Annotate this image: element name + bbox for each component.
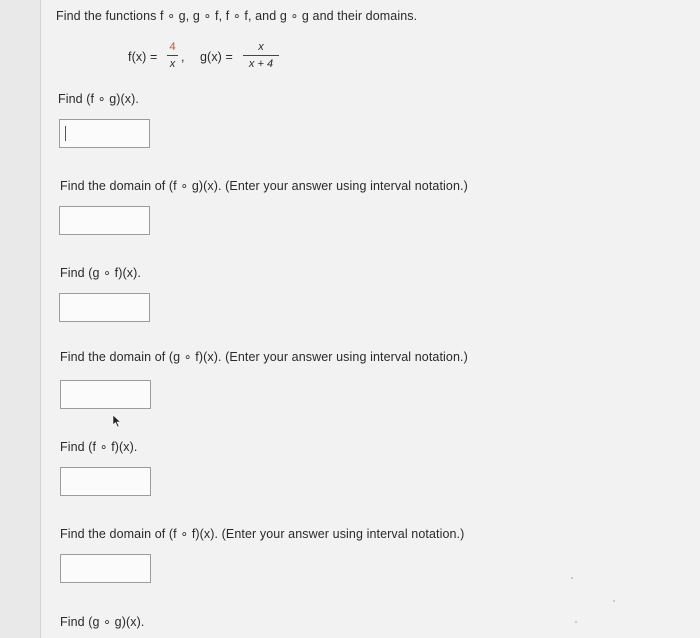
answer-input-g-of-f[interactable] (59, 293, 150, 322)
background-speck (575, 621, 577, 623)
question-prompt: Find (f ∘ f)(x). (60, 440, 138, 454)
question-prompt: Find (g ∘ g)(x). (60, 615, 145, 629)
answer-input-domain-g-of-f[interactable] (60, 380, 151, 409)
instruction-text: Find the functions f ∘ g, g ∘ f, f ∘ f, and g ∘ g and their domains. (56, 9, 418, 23)
g-fraction (243, 41, 279, 70)
question-prompt: Find the domain of (f ∘ f)(x). (Enter your answer using interval notation.) (60, 527, 465, 541)
background-speck (613, 600, 615, 602)
answer-input-f-of-g[interactable] (59, 119, 150, 148)
f-numerator: 4 (169, 41, 176, 53)
question-prompt: Find the domain of (g ∘ f)(x). (Enter your answer using interval notation.) (60, 350, 468, 364)
f-definition-lhs: f(x) = (128, 50, 158, 64)
f-fraction (167, 41, 178, 70)
answer-input-f-of-f[interactable] (60, 467, 151, 496)
mouse-pointer-icon (112, 414, 122, 428)
g-denominator: x + 4 (248, 58, 274, 70)
f-denominator: x (169, 58, 176, 70)
g-fraction-bar (243, 55, 279, 56)
definition-comma: , (181, 50, 185, 64)
background-speck (571, 577, 573, 579)
g-numerator: x (258, 41, 264, 53)
question-prompt: Find the domain of (f ∘ g)(x). (Enter your answer using interval notation.) (60, 179, 468, 193)
text-caret (65, 126, 66, 141)
question-prompt: Find (f ∘ g)(x). (58, 92, 139, 106)
answer-input-domain-f-of-g[interactable] (59, 206, 150, 235)
question-prompt: Find (g ∘ f)(x). (60, 266, 141, 280)
g-definition-lhs: g(x) = (200, 50, 233, 64)
f-fraction-bar (167, 55, 178, 56)
answer-input-domain-f-of-f[interactable] (60, 554, 151, 583)
